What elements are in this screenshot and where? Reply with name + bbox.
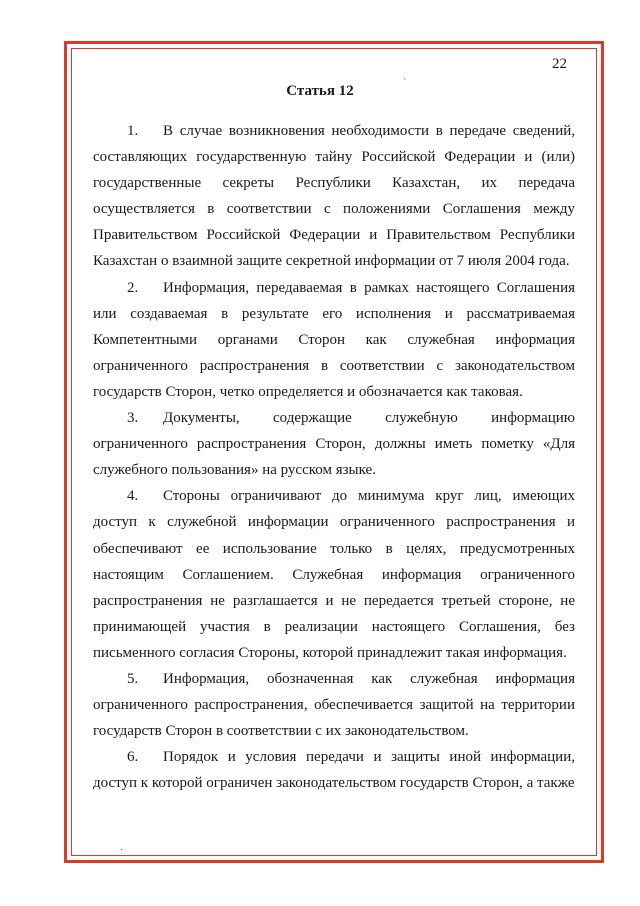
- scan-speck: .: [120, 842, 123, 853]
- paragraph-4: [93, 483, 575, 666]
- paragraph-text: Стороны ограничивают до минимума круг лиц, имеющих доступ к служебной информации ограниченного распространения и обеспечивают ее использование только в целях, предусмотренных настоящим Соглашением. Служебная информация ограниченного распространения не разглашается и не передается третьей стороне, не принимающей участия в реализации настоящего Соглашения, без письменного согласия Стороны, которой принадлежит такая информация.: [93, 488, 575, 661]
- paragraph-3: [93, 405, 575, 483]
- paragraph-number: 3.: [127, 410, 139, 427]
- paragraph-number: 4.: [127, 488, 139, 505]
- article-heading: Статья 12: [286, 83, 354, 99]
- paragraph-text: Информация, обозначенная как служебная информация ограниченного распространения, обеспечивается защитой на территории государств Сторон в соответствии с их законодательством.: [93, 670, 575, 740]
- paragraph-1: [93, 118, 575, 275]
- scan-speck: `: [403, 78, 407, 89]
- paragraph-5: [93, 666, 575, 744]
- page-number: 22: [552, 56, 567, 72]
- paragraph-text: Информация, передаваемая в рамках настоящего Соглашения или создаваемая в результате его исполнения и рассматриваемая Компетентными органами Сторон как служебная информация ограниченного распространения в соответствии с законодательством государств Сторон, четко определяется и обозначается как таковая.: [93, 279, 575, 400]
- paragraph-text: Документы, содержащие служебную информацию ограниченного распространения Сторон, должны иметь пометку «Для служебного пользования» на русском языке.: [93, 410, 575, 479]
- paragraph-number: 1.: [127, 123, 139, 139]
- paragraph-number: 6.: [127, 749, 139, 766]
- paragraph-6: [93, 744, 575, 796]
- paragraph-text: Порядок и условия передачи и защиты иной информации, доступ к которой ограничен законодательством государств Сторон, а также: [93, 749, 575, 792]
- article-body: [93, 118, 575, 796]
- paragraph-number: 2.: [127, 279, 139, 296]
- paragraph-text: В случае возникновения необходимости в передаче сведений, составляющих государственную тайну Российской Федерации и (или) государственные секреты Республики Казахстан, их передача осуществляется в соответствии с положениями Соглашения между Правительством Российской Федерации и Правительством Республики Казахстан о взаимной защите секретной информации от 7 июля 2004 года.: [93, 123, 575, 270]
- paragraph-number: 5.: [127, 670, 139, 687]
- paragraph-2: [93, 275, 575, 405]
